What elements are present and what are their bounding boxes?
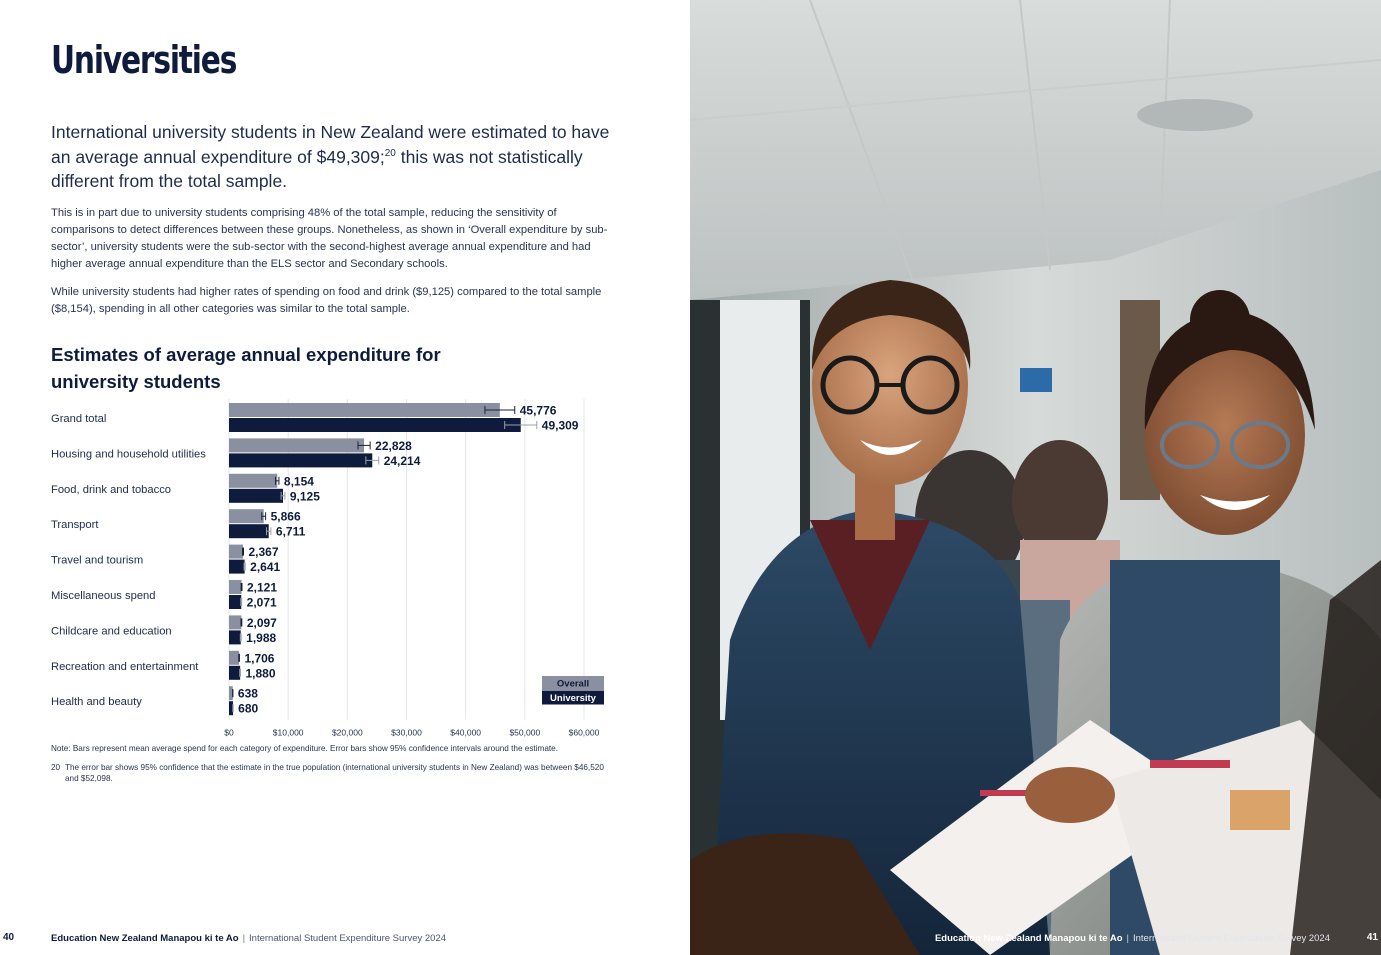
- lead-text-end: this was not statistically different from the total sample.: [51, 146, 583, 191]
- left-page: [0, 0, 690, 955]
- bar-overall: [229, 615, 241, 629]
- footnote-ref[interactable]: 20: [384, 147, 396, 159]
- expenditure-bar-chart: [0, 395, 640, 740]
- data-label: 2,367: [248, 545, 279, 560]
- category-label: Food, drink and tobacco: [51, 483, 172, 496]
- footer-text-right: [935, 933, 1330, 944]
- lead-paragraph: [51, 120, 611, 194]
- footer-org: Education New Zealand Manapou ki te Ao: [934, 933, 1123, 944]
- category-label: Childcare and education: [51, 625, 172, 638]
- data-label: 2,641: [250, 560, 281, 575]
- category-label: Grand total: [51, 413, 107, 425]
- x-tick-label: $20,000: [331, 727, 363, 738]
- footer-text-left: [51, 933, 446, 944]
- data-label: 1,706: [244, 651, 275, 666]
- chart-title: Estimates of average annual expenditure for university students: [51, 344, 441, 392]
- category-labels: [51, 413, 206, 708]
- footer-survey: International Student Expenditure Survey 2024: [249, 933, 447, 944]
- page-number-right: 41: [1366, 932, 1378, 943]
- bar-university: [229, 524, 269, 538]
- bar-university: [229, 453, 372, 467]
- bar-overall: [229, 580, 242, 594]
- bar-overall: [229, 403, 500, 417]
- footer-separator: |: [1126, 933, 1129, 944]
- data-label: 5,866: [270, 509, 301, 524]
- bar-overall: [229, 651, 239, 665]
- category-label: Miscellaneous spend: [51, 590, 156, 602]
- data-label: 2,121: [246, 580, 278, 595]
- bar-university: [229, 489, 283, 503]
- data-label: 24,214: [383, 453, 421, 468]
- bar-overall: [229, 545, 243, 559]
- chart-note: Note: Bars represent mean average spend for each category of expenditure. Error bars show 95% confidence intervals around the estimate.: [51, 744, 558, 753]
- data-label: 8,154: [283, 474, 314, 489]
- category-label: Travel and tourism: [51, 554, 144, 567]
- x-tick-label: $60,000: [568, 727, 600, 738]
- category-label: Health and beauty: [51, 696, 142, 709]
- data-label: 2,097: [246, 615, 277, 630]
- bar-overall: [229, 509, 264, 523]
- footer-right: [690, 932, 1381, 948]
- bar-overall: [229, 438, 364, 452]
- footer-survey: International Student Expenditure Survey 2024: [1133, 933, 1330, 944]
- data-label: 9,125: [289, 489, 320, 504]
- data-label: 6,711: [275, 524, 306, 539]
- bar-university: [229, 630, 241, 644]
- footer-org: Education New Zealand Manapou ki te Ao: [51, 933, 239, 944]
- data-label: 45,776: [519, 403, 557, 418]
- legend-label: Overall: [556, 678, 590, 690]
- data-label: 680: [238, 701, 259, 716]
- footnote: [51, 762, 611, 784]
- page-title: Universities: [51, 38, 237, 82]
- x-tick-label: $30,000: [391, 727, 422, 738]
- category-label: Recreation and entertainment: [51, 660, 199, 673]
- body-paragraph-2: While university students had higher rates of spending on food and drink ($9,125) compared to the total sample ($8,154), spending in all other categories was similar to the total sample.: [51, 286, 602, 315]
- category-label: Transport: [51, 519, 99, 532]
- bar-university: [229, 418, 521, 432]
- footer-left: [0, 932, 690, 948]
- bar-overall: [229, 474, 277, 488]
- x-axis-ticks: [224, 728, 599, 738]
- footnote-number: 20: [51, 763, 61, 772]
- footnote-text: The error bar shows 95% confidence that the estimate in the true population (international university students in New Zealand) was between $46,520 and $52,098.: [65, 763, 604, 783]
- bar-university: [229, 560, 245, 574]
- page-number-left: 40: [3, 932, 15, 943]
- lead-text: International university students in New Zealand were estimated to have an average annual expenditure of $49,309;: [51, 122, 610, 167]
- bar-university: [229, 666, 240, 680]
- data-label: 49,309: [541, 418, 579, 433]
- students-photo: [690, 0, 1381, 955]
- x-tick-label: $40,000: [450, 727, 482, 738]
- right-page: [690, 0, 1381, 955]
- legend-label: University: [550, 692, 596, 704]
- footer-separator: |: [242, 933, 246, 944]
- x-tick-label: $50,000: [509, 727, 541, 738]
- bar-university: [229, 595, 241, 609]
- data-label: 22,828: [375, 438, 412, 453]
- data-label: 638: [237, 686, 258, 701]
- category-label: Housing and household utilities: [51, 448, 206, 461]
- body-paragraph-1: This is in part due to university students comprising 48% of the total sample, reducing the sensitivity of comparisons to detect differences between these groups. Nonetheless, as shown in ‘Overall expenditure by sub-sector’, university students were the sub-sector with the second-highest average annual expenditure and had higher average annual expenditure than the ELS sector and Secondary schools.: [51, 207, 608, 270]
- data-label: 2,071: [246, 595, 277, 610]
- data-label: 1,880: [245, 666, 276, 681]
- x-tick-label: $10,000: [272, 727, 304, 738]
- chart-legend: [542, 676, 604, 705]
- x-tick-label: $0: [224, 727, 234, 738]
- data-label: 1,988: [246, 630, 277, 645]
